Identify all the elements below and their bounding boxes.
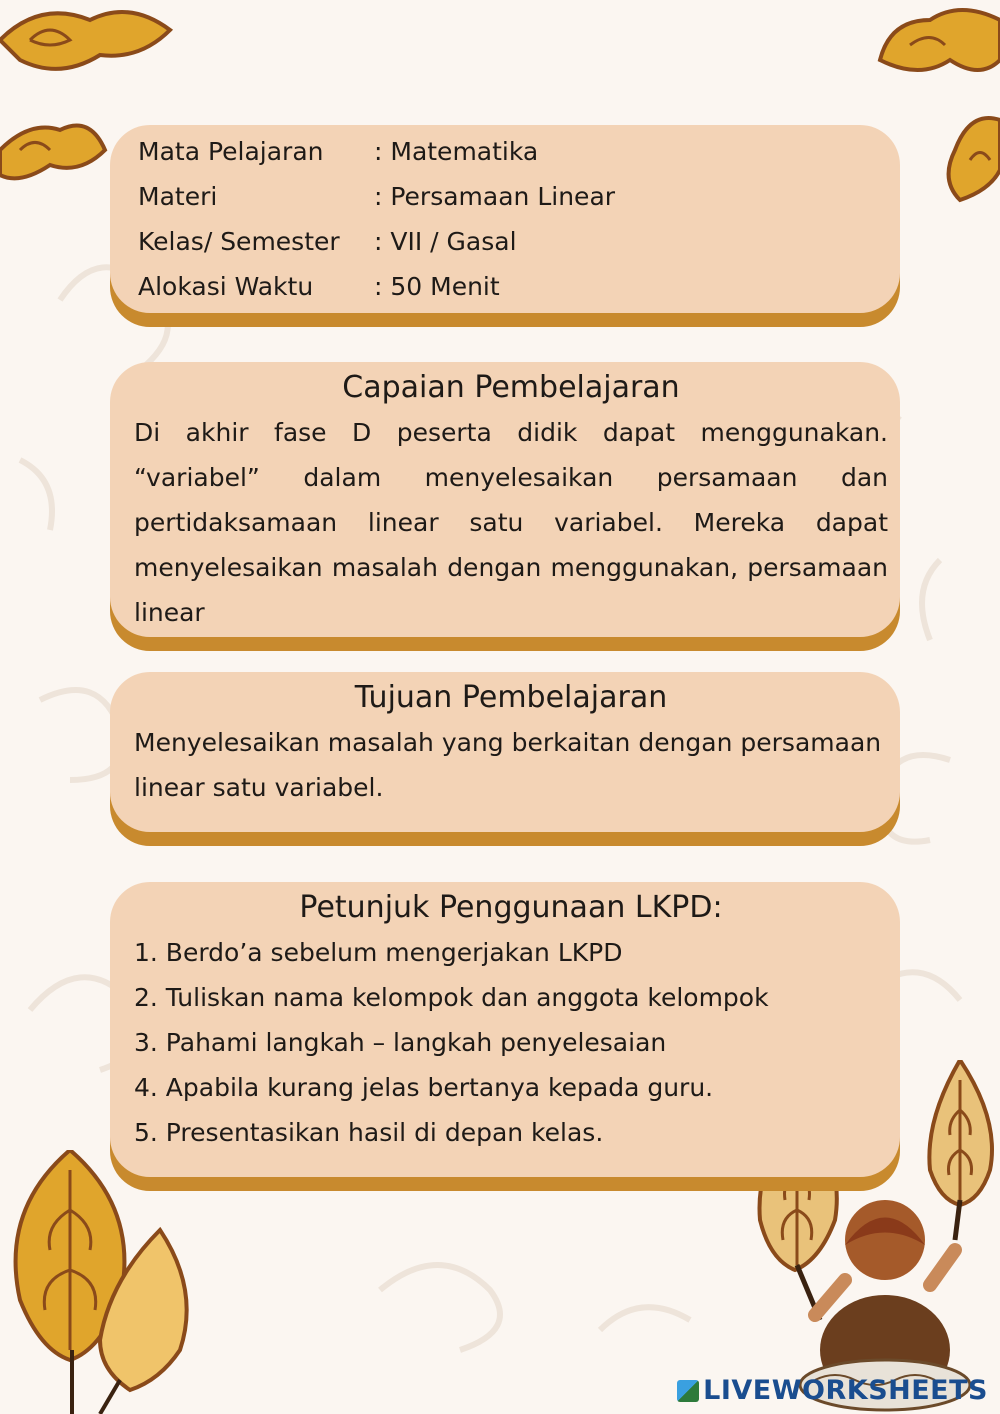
info-value: : Persamaan Linear (374, 182, 616, 211)
petunjuk-title: Petunjuk Penggunaan LKPD: (299, 890, 723, 925)
info-card (110, 125, 900, 313)
list-item: 5. Presentasikan hasil di depan kelas. (134, 1118, 604, 1147)
info-row-class (138, 219, 888, 264)
list-item: 4. Apabila kurang jelas bertanya kepada guru. (134, 1073, 714, 1102)
tujuan-title: Tujuan Pembelajaran (354, 680, 668, 715)
tujuan-text: Menyelesaikan masalah yang berkaitan dengan persamaan linear satu variabel. (134, 728, 882, 802)
info-label: Kelas/ Semester (138, 227, 340, 256)
info-label: Alokasi Waktu (138, 272, 314, 301)
info-value: : Matematika (374, 137, 539, 166)
info-row-time (138, 264, 888, 309)
petunjuk-card (110, 882, 900, 1177)
tujuan-card (110, 672, 900, 832)
capaian-card (110, 362, 900, 637)
list-item: 2. Tuliskan nama kelompok dan anggota kelompok (134, 983, 769, 1012)
info-row-material (138, 174, 888, 219)
liveworksheets-logo-icon (677, 1380, 699, 1402)
info-value: : 50 Menit (374, 272, 500, 301)
watermark-text: LIVEWORKSHEETS (703, 1375, 988, 1406)
list-item: 1. Berdo’a sebelum mengerjakan LKPD (134, 938, 623, 967)
capaian-title: Capaian Pembelajaran (342, 370, 680, 405)
list-item: 3. Pahami langkah – langkah penyelesaian (134, 1028, 667, 1057)
capaian-text: Di akhir fase D peserta didik dapat menggunakan. “variabel” dalam menyelesaikan persamaan dan pertidaksamaan linear satu variabel. Mereka dapat menyelesaikan masalah dengan menggunakan, persamaan linear (134, 418, 888, 627)
info-label: Materi (138, 182, 218, 211)
info-value: : VII / Gasal (374, 227, 517, 256)
info-row-subject (138, 129, 888, 174)
liveworksheets-watermark[interactable] (677, 1375, 988, 1406)
info-label: Mata Pelajaran (138, 137, 324, 166)
